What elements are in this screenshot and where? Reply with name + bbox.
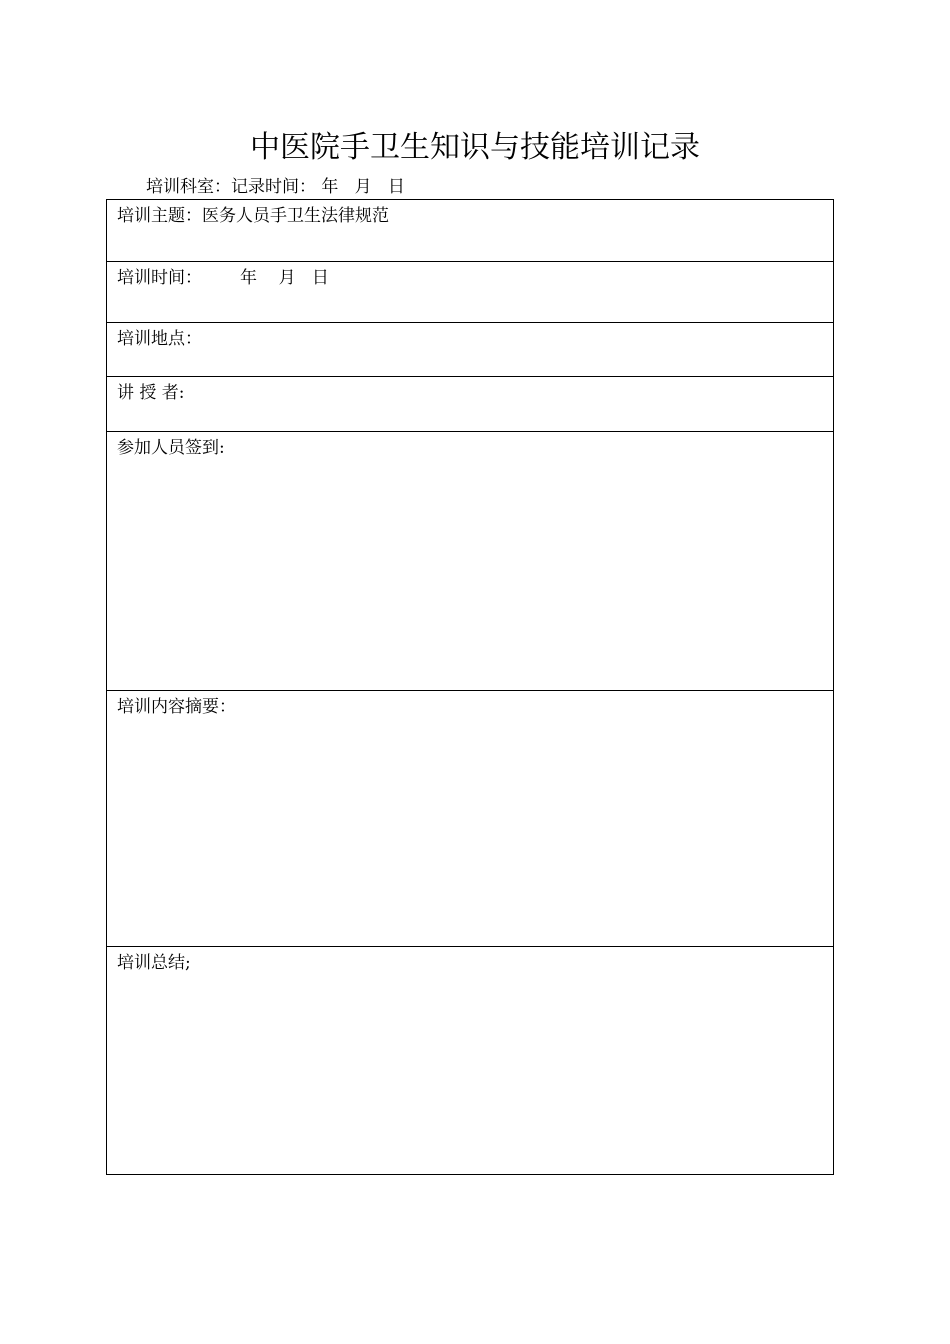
topic-value: 医务人员手卫生法律规范 xyxy=(202,206,389,226)
training-time-row[interactable] xyxy=(107,262,833,323)
record-month: 月 xyxy=(354,177,372,197)
department-label: 培训科室： xyxy=(146,177,231,197)
training-conclusion-row[interactable] xyxy=(107,947,833,1174)
content-summary-row[interactable] xyxy=(107,691,833,947)
training-time-label: 培训时间： xyxy=(117,268,202,288)
topic-label: 培训主题： xyxy=(117,206,202,226)
place-label: 培训地点： xyxy=(117,329,202,349)
page-title: 中医院手卫生知识与技能培训记录 xyxy=(250,130,700,165)
training-month: 月 xyxy=(278,268,296,288)
place-row[interactable] xyxy=(107,323,833,377)
summary-label: 培训内容摘要： xyxy=(117,697,236,717)
record-meta-line xyxy=(146,176,405,198)
record-year: 年 xyxy=(321,177,339,197)
training-record-table xyxy=(106,199,834,1175)
conclusion-label: 培训总结; xyxy=(117,953,191,973)
attendance-signin-row[interactable] xyxy=(107,432,833,691)
attendance-label: 参加人员签到: xyxy=(117,438,225,458)
topic-row[interactable] xyxy=(107,200,833,262)
record-day: 日 xyxy=(387,177,405,197)
speaker-label: 讲 授 者: xyxy=(117,383,185,403)
training-year: 年 xyxy=(240,268,257,288)
record-time-label: 记录时间： xyxy=(231,177,316,197)
speaker-row[interactable] xyxy=(107,377,833,432)
training-day: 日 xyxy=(311,268,329,288)
